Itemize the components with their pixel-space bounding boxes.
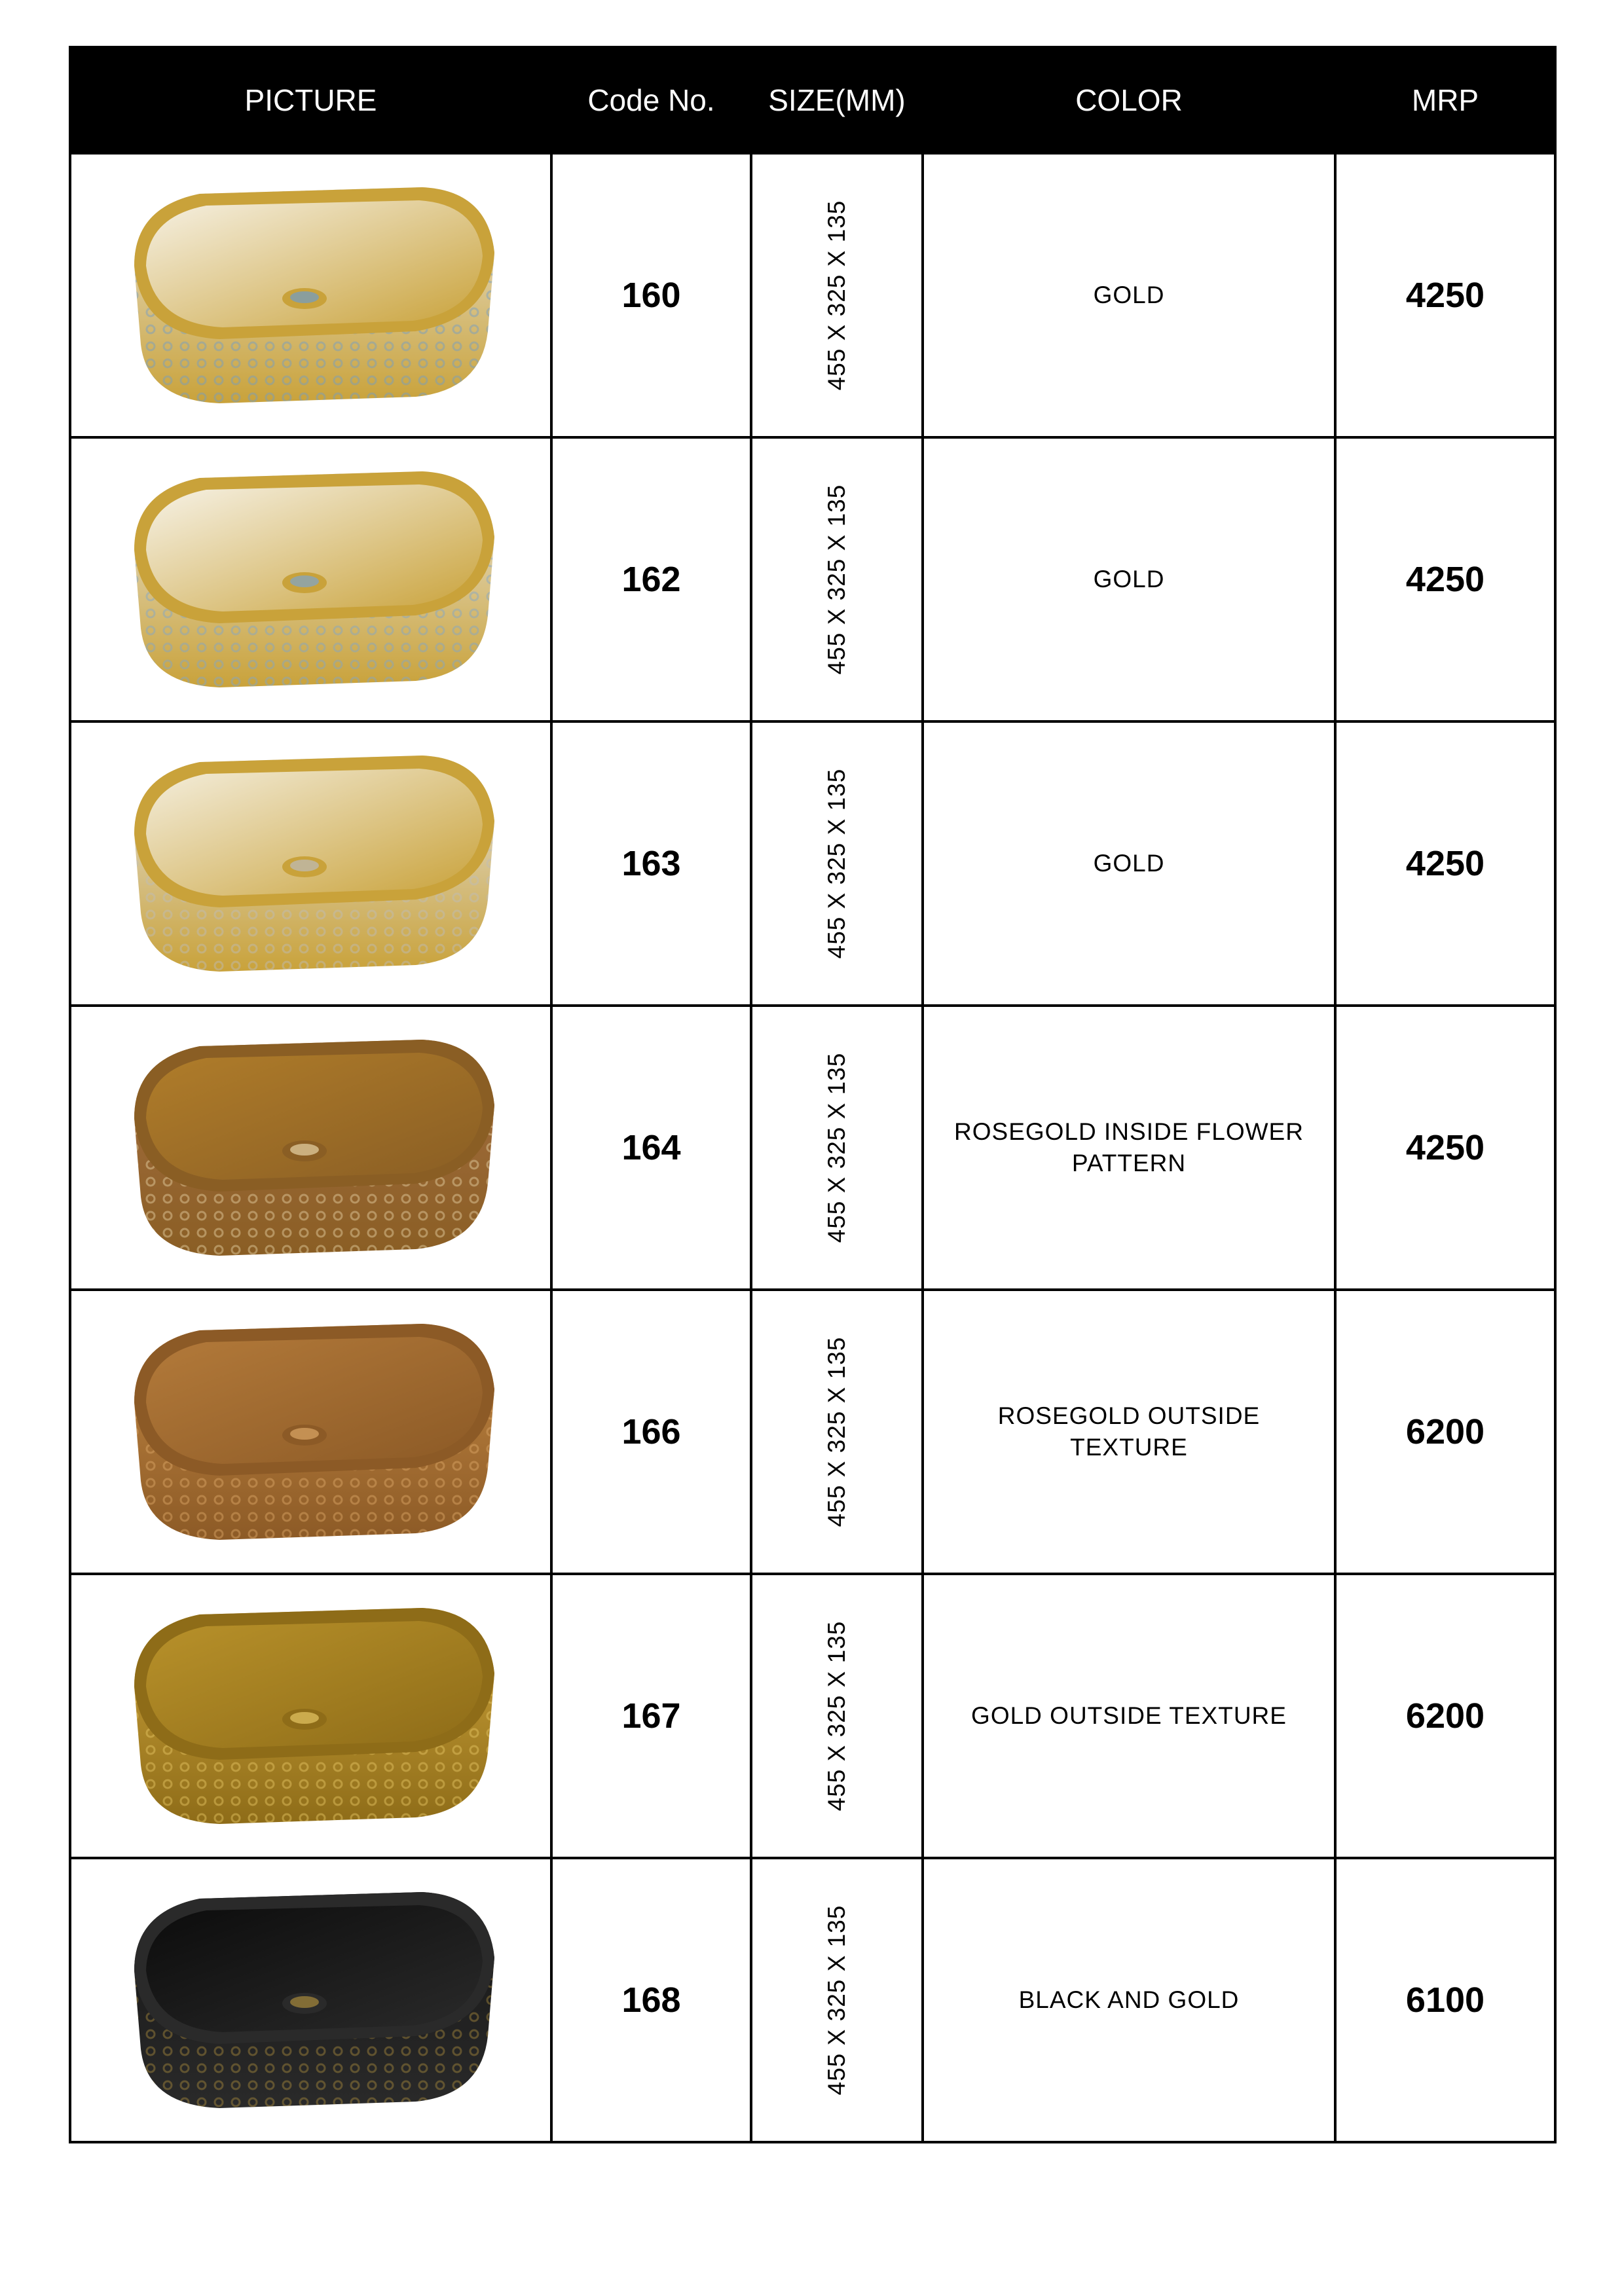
product-size: 455 X 325 X 135 [823, 1052, 850, 1243]
product-size-cell [751, 437, 923, 721]
wash-basin-white-gold-blue-pattern-icon [108, 168, 514, 423]
table-row [70, 1858, 1555, 2142]
table-row [70, 1290, 1555, 1574]
product-mrp: 6200 [1335, 1574, 1555, 1858]
product-color: ROSEGOLD INSIDE FLOWER PATTERN [923, 1006, 1335, 1290]
product-size-cell [751, 721, 923, 1006]
product-code: 164 [551, 1006, 751, 1290]
product-size-cell [751, 1290, 923, 1574]
wash-basin-gold-texture-icon [108, 1588, 514, 1844]
product-picture [70, 153, 551, 437]
table-row [70, 1006, 1555, 1290]
header-code: Code No. [551, 47, 751, 153]
product-size-cell [751, 153, 923, 437]
table-row [70, 153, 1555, 437]
product-code: 162 [551, 437, 751, 721]
product-color: GOLD OUTSIDE TEXTURE [923, 1574, 1335, 1858]
product-color: GOLD [923, 153, 1335, 437]
wash-basin-white-gold-mosaic-icon [108, 736, 514, 991]
table-header-row [70, 47, 1555, 153]
product-picture [70, 1290, 551, 1574]
product-size: 455 X 325 X 135 [823, 1620, 850, 1812]
product-picture [70, 1574, 551, 1858]
product-color: GOLD [923, 437, 1335, 721]
product-size: 455 X 325 X 135 [823, 1904, 850, 2096]
product-mrp: 4250 [1335, 1006, 1555, 1290]
product-color: GOLD [923, 721, 1335, 1006]
product-mrp: 4250 [1335, 153, 1555, 437]
product-code: 166 [551, 1290, 751, 1574]
table-row [70, 1574, 1555, 1858]
product-code: 160 [551, 153, 751, 437]
product-color: BLACK AND GOLD [923, 1858, 1335, 2142]
product-code: 167 [551, 1574, 751, 1858]
product-mrp: 4250 [1335, 437, 1555, 721]
product-size: 455 X 325 X 135 [823, 200, 850, 391]
wash-basin-black-gold-floral-icon [108, 1872, 514, 2128]
product-picture [70, 721, 551, 1006]
product-size-cell [751, 1858, 923, 2142]
product-picture [70, 1858, 551, 2142]
product-size-cell [751, 1574, 923, 1858]
product-size: 455 X 325 X 135 [823, 484, 850, 675]
wash-basin-rosegold-flower-icon [108, 1020, 514, 1275]
wash-basin-rosegold-texture-icon [108, 1304, 514, 1559]
header-mrp: MRP [1335, 47, 1555, 153]
product-code: 163 [551, 721, 751, 1006]
product-picture [70, 1006, 551, 1290]
product-mrp: 4250 [1335, 721, 1555, 1006]
product-size-cell [751, 1006, 923, 1290]
price-sheet [69, 46, 1554, 2143]
product-mrp: 6200 [1335, 1290, 1555, 1574]
header-picture: PICTURE [70, 47, 551, 153]
product-color: ROSEGOLD OUTSIDE TEXTURE [923, 1290, 1335, 1574]
header-size: SIZE(MM) [751, 47, 923, 153]
wash-basin-white-gold-blue-arch-pattern-icon [108, 452, 514, 707]
product-mrp: 6100 [1335, 1858, 1555, 2142]
product-size: 455 X 325 X 135 [823, 768, 850, 959]
product-size: 455 X 325 X 135 [823, 1336, 850, 1527]
table-row [70, 721, 1555, 1006]
product-code: 168 [551, 1858, 751, 2142]
product-table [69, 46, 1557, 2143]
table-row [70, 437, 1555, 721]
product-picture [70, 437, 551, 721]
header-color: COLOR [923, 47, 1335, 153]
